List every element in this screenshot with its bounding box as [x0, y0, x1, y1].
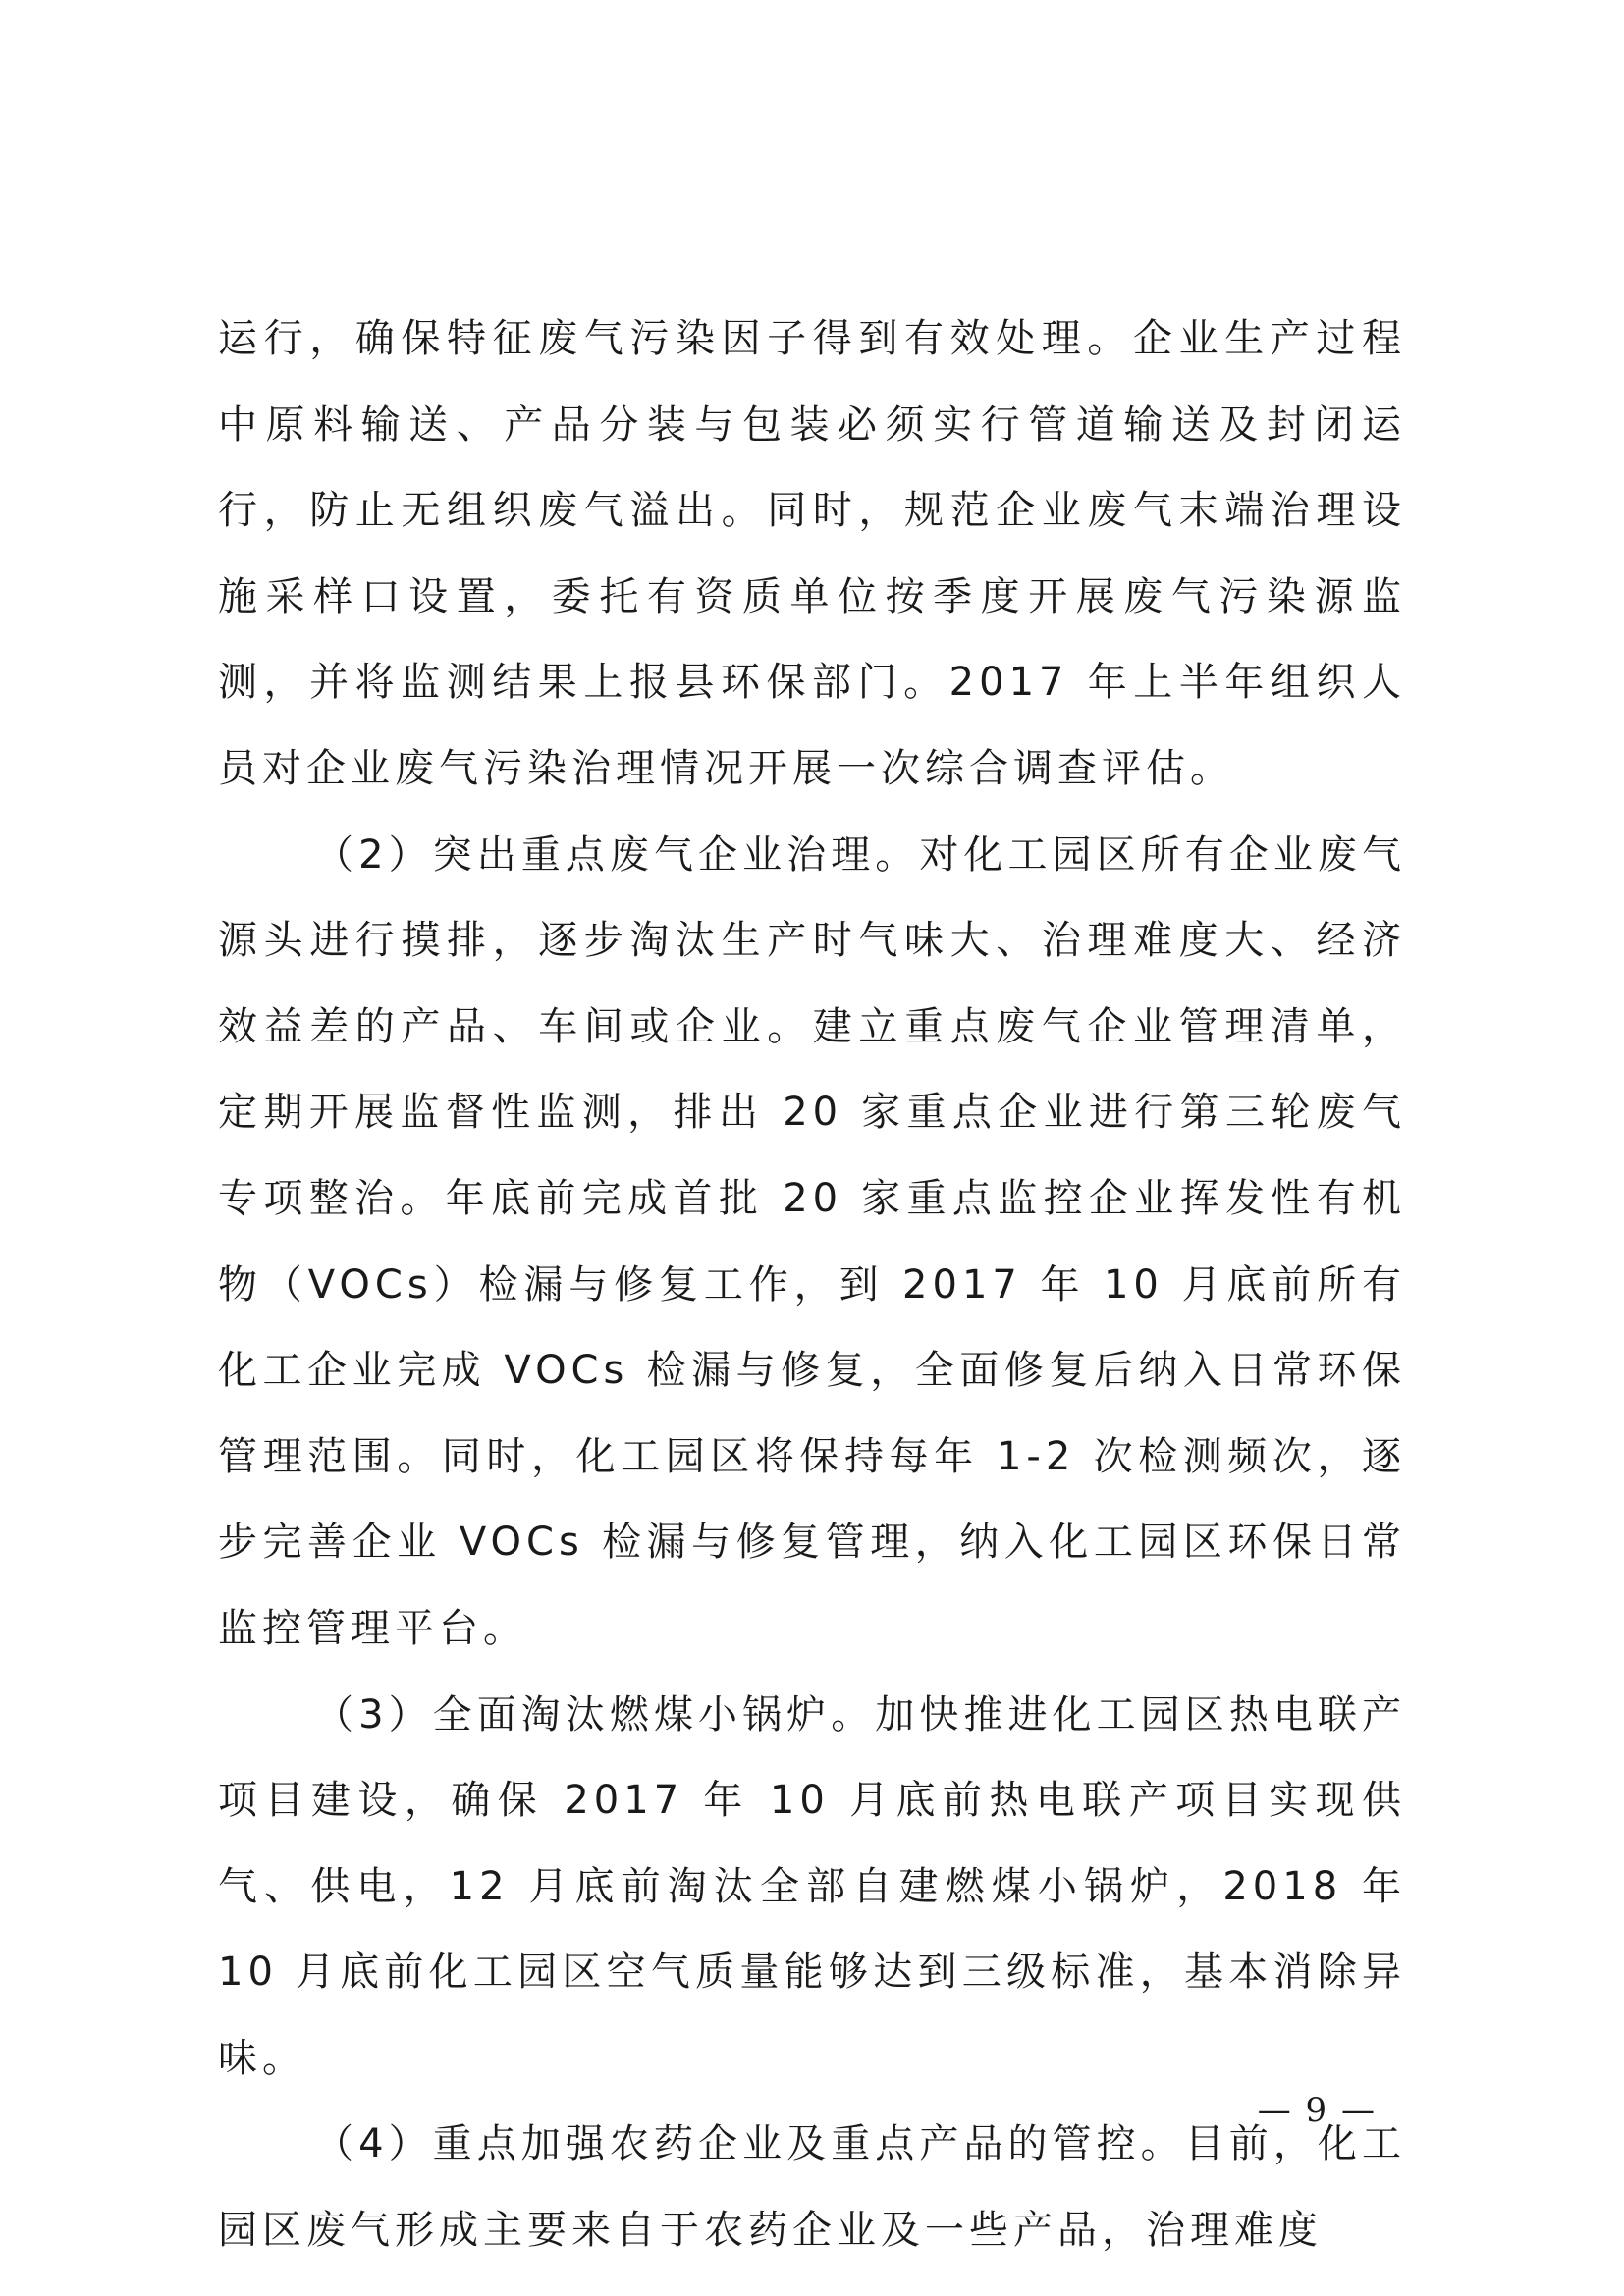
page-number: — 9 —: [1257, 2091, 1377, 2130]
paragraph-item-3: （3）全面淘汰燃煤小锅炉。加快推进化工园区热电联产项目建设，确保 2017 年 10 月底前热电联产项目实现供气、供电，12 月底前淘汰全部自建燃煤小锅炉，2018 年 10 月底前化工园区空气质量能够达到三级标准，基本消除异味。: [218, 1691, 1406, 2081]
paragraph-item-4: （4）重点加强农药企业及重点产品的管控。目前，化工园区废气形成主要来自于农药企业及一些产品，治理难度: [218, 2121, 1406, 2254]
paragraph-item-2: （2）突出重点废气企业治理。对化工园区所有企业废气源头进行摸排，逐步淘汰生产时气味大、治理难度大、经济效益差的产品、车间或企业。建立重点废气企业管理清单，定期开展监督性监测，排出 20 家重点企业进行第三轮废气专项整治。年底前完成首批 20 家重点监控企业挥发性有机物（VOCs）检漏与修复工作，到 2017 年 10 月底前所有化工企业完成 VOCs 检漏与修复，全面修复后纳入日常环保管理范围。同时，化工园区将保持每年 1-2 次检测频次，逐步完善企业 VOCs 检漏与修复管理，纳入化工园区环保日常监控管理平台。: [218, 831, 1406, 1651]
paragraph-continuation: 运行，确保特征废气污染因子得到有效处理。企业生产过程中原料输送、产品分装与包装必须实行管道输送及封闭运行，防止无组织废气溢出。同时，规范企业废气末端治理设施采样口设置，委托有资质单位按季度开展废气污染源监测，并将监测结果上报县环保部门。2017 年上半年组织人员对企业废气污染治理情况开展一次综合调查评估。: [218, 316, 1406, 791]
body-text: [218, 296, 1406, 2274]
